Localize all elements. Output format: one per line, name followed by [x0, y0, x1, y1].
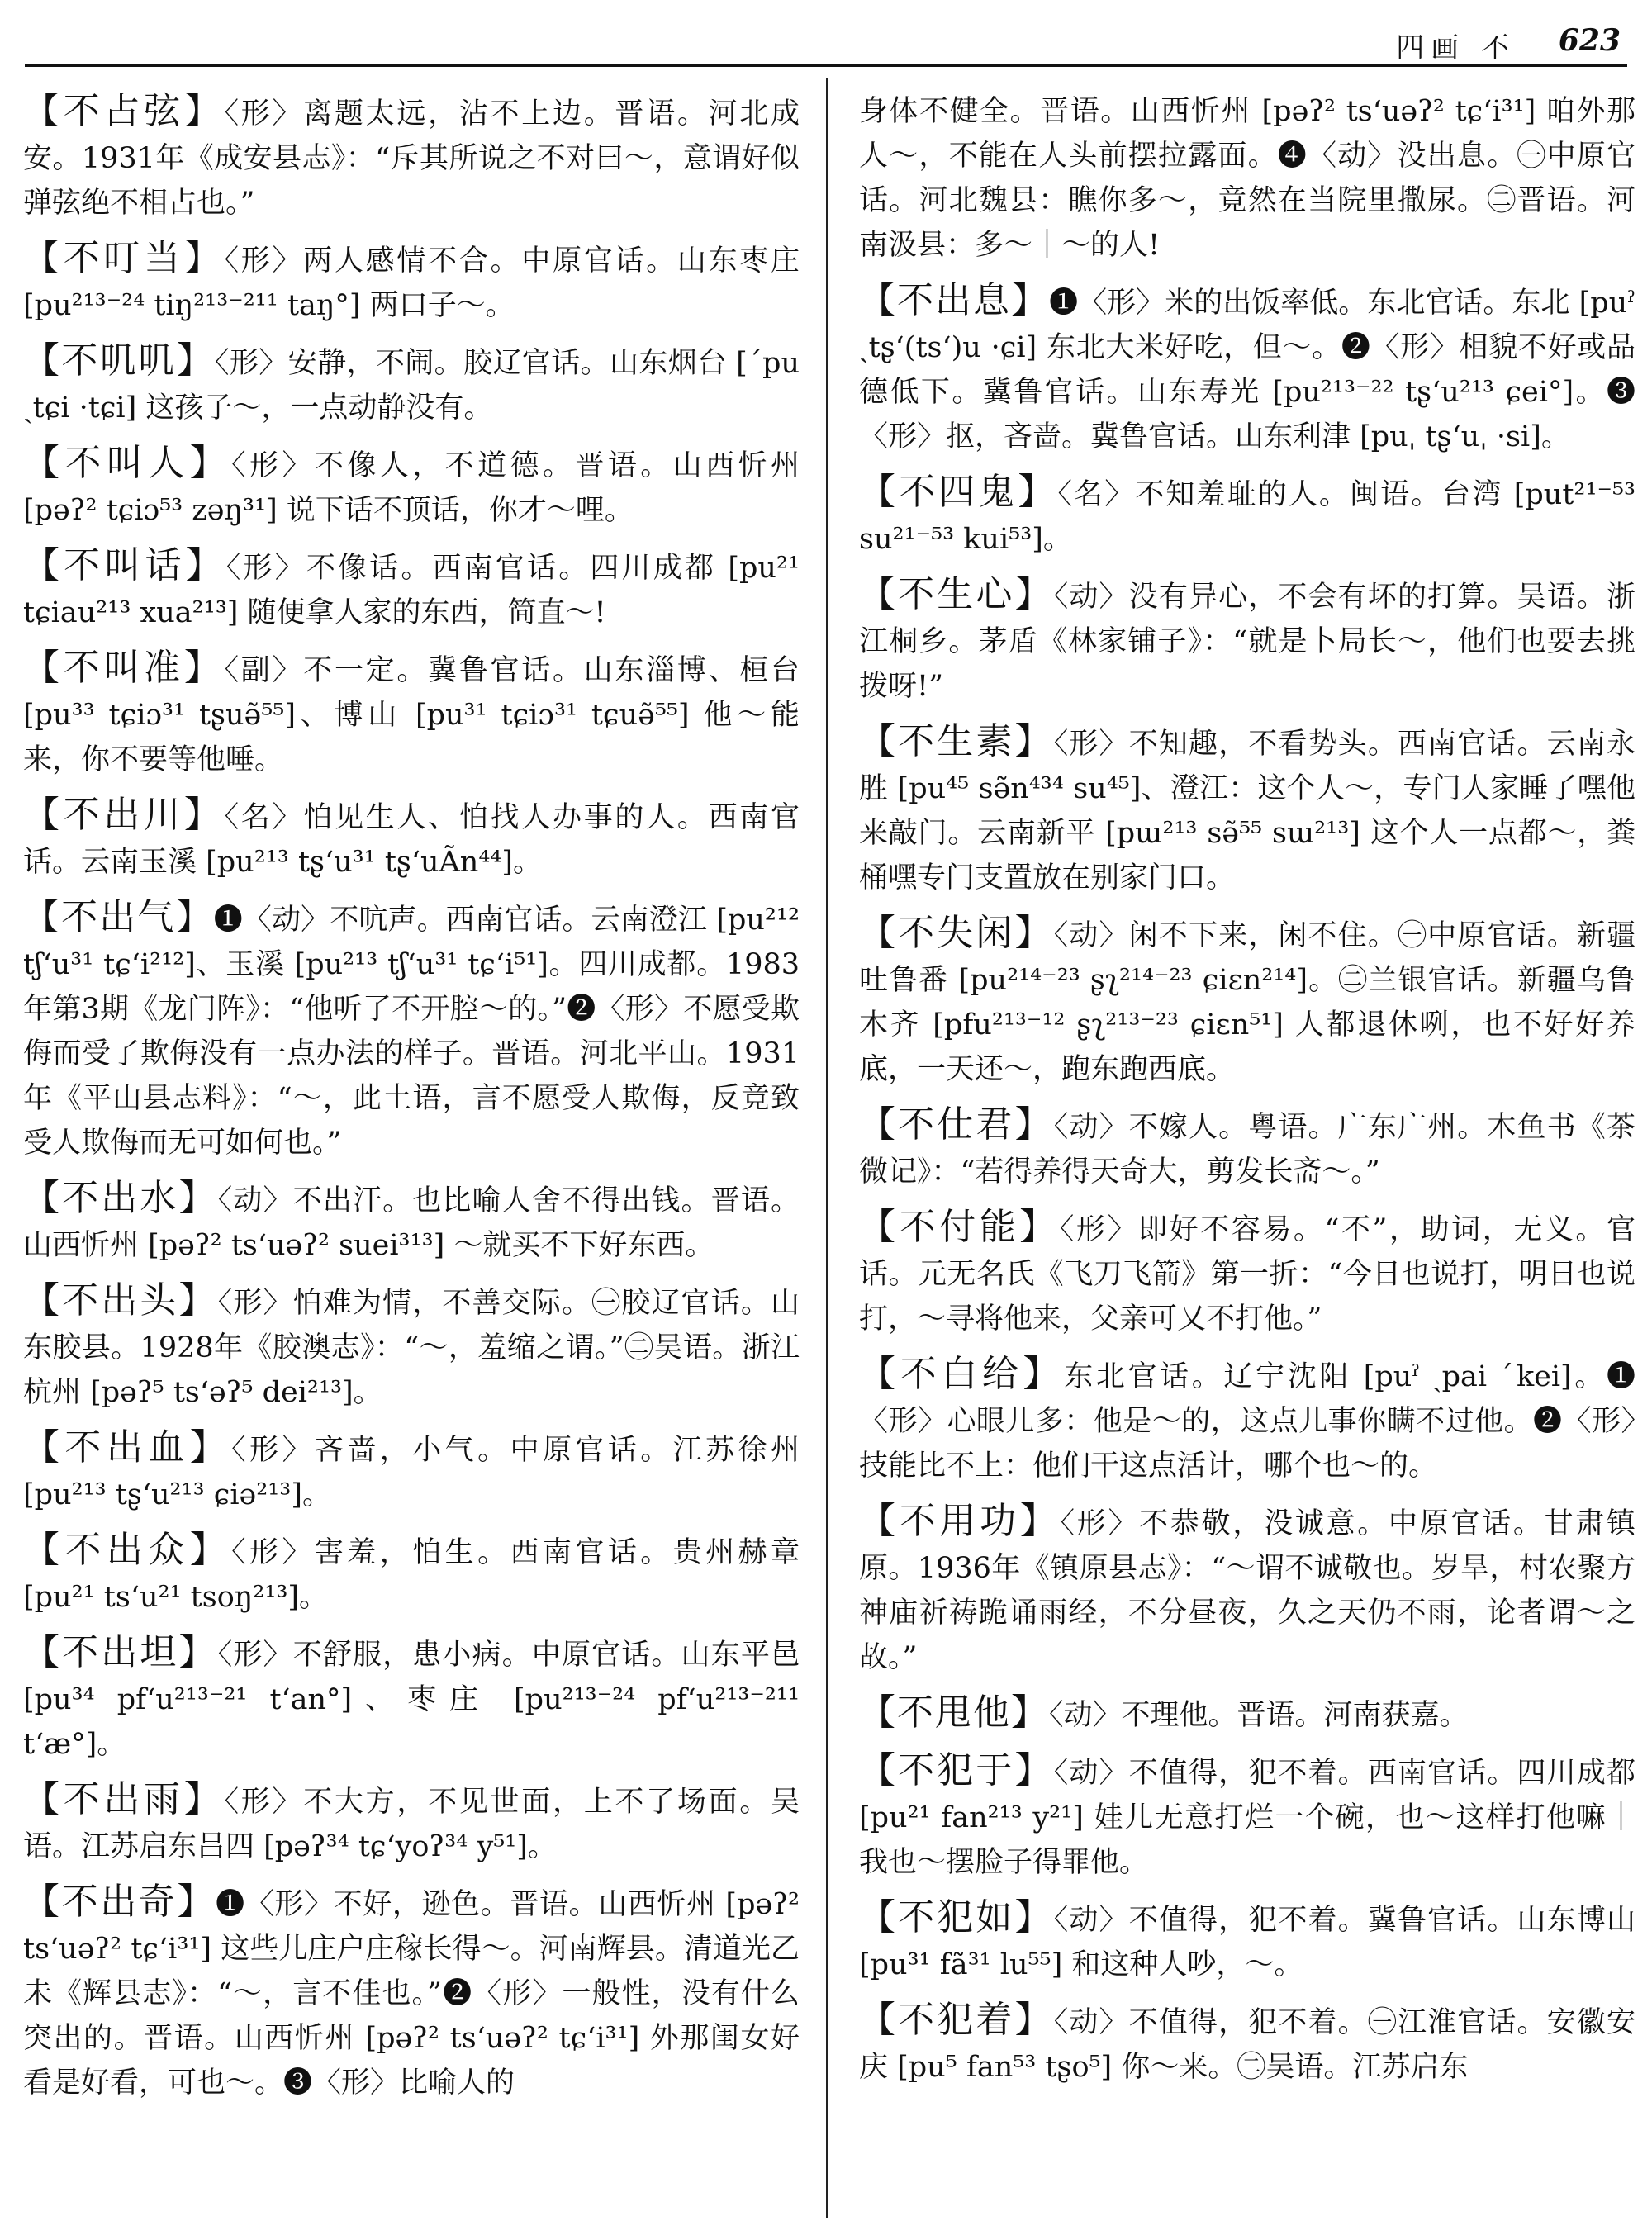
dictionary-entry	[23, 1528, 800, 1620]
entry-headword: 【不出坦】	[23, 1631, 218, 1673]
column-divider	[826, 78, 828, 2218]
entry-definition: 〈动〉不出汗。也比喻人舍不得出钱。晋语。山西忻州 [pəʔ² tsʻuəʔ² suei³¹³] ～就买不下好东西。	[23, 1184, 800, 1262]
entry-headword: 【不仕君】	[859, 1103, 1054, 1146]
entry-definition: ❶〈动〉不吭声。西南官话。云南澄江 [pu²¹² tʃʻu³¹ tɕʻi²¹²]、玉溪 [pu²¹³ tʃʻu³¹ tɕʻi⁵¹]。四川成都。1983年第3期《龙门阵》：“他听了不开腔～的。”❷〈形〉不愿受欺侮而受了欺侮没有一点办法的样子。晋语。河北平山。1931年《平山县志料》：“～，此土语，言不愿受人欺侮，反竟致受人欺侮而无可如何也。”	[23, 904, 800, 1160]
entry-headword: 【不甩他】	[859, 1691, 1049, 1734]
entry-definition: 东北官话。辽宁沈阳 [puˀ ˏpai ˊkei]。❶〈形〉心眼儿多：他是～的，这点儿事你瞒不过他。❷〈形〉技能比不上：他们干这点活计，哪个也～的。	[859, 1360, 1635, 1483]
entry-definition: 〈动〉不嫁人。粤语。广东广州。木鱼书《茶微记》：“若得养得天奇大，剪发长斋～。”	[859, 1111, 1635, 1189]
entry-definition: 〈名〉怕见生人、怕找人办事的人。西南官话。云南玉溪 [pu²¹³ tʂʻu³¹ tʂʻuÃn⁴⁴]。	[23, 801, 800, 879]
section-label: 四画 不	[1396, 31, 1516, 64]
dictionary-entry	[859, 1499, 1635, 1680]
dictionary-entry	[23, 89, 800, 225]
dictionary-entry	[23, 793, 800, 885]
entry-headword: 【不失闲】	[859, 912, 1054, 954]
dictionary-entry	[23, 1426, 800, 1517]
right-column	[859, 89, 1635, 2100]
entry-definition: ❶〈形〉不好，逊色。晋语。山西忻州 [pəʔ² tsʻuəʔ² tɕʻi³¹] 这些儿庄户庄稼长得～。河南辉县。清道光乙未《辉县志》：“～，言不佳也。”❷〈形〉一般性，没有什么突出的。晋语。山西忻州 [pəʔ² tsʻuəʔ² tɕʻi³¹] 外那闺女好看是好看，可也～。❸〈形〉比喻人的	[23, 1888, 800, 2100]
dictionary-entry	[23, 895, 800, 1165]
dictionary-entry	[23, 1880, 800, 2105]
entry-definition: 〈动〉没有异心，不会有坏的打算。吴语。浙江桐乡。茅盾《林家铺子》：“就是卜局长～，他们也要去挑拨呀!”	[859, 581, 1635, 703]
page-header	[25, 15, 1627, 67]
entry-definition: 〈动〉不值得，犯不着。㊀江淮官话。安徽安庆 [pu⁵ fan⁵³ tʂo⁵] 你～来。㊁吴语。江苏启东	[859, 2006, 1635, 2084]
entry-definition: 〈形〉即好不容易。“不”，助词，无义。官话。元无名氏《飞刀飞箭》第一折：“今日也说打，明日也说打，～寻将他来，父亲可又不打他。”	[859, 1213, 1635, 1336]
entry-definition: 〈形〉不大方，不见世面，上不了场面。吴语。江苏启东吕四 [pəʔ³⁴ tɕʻyoʔ³⁴ y⁵¹]。	[23, 1786, 800, 1863]
dictionary-entry	[859, 572, 1635, 709]
entry-definition: 〈形〉不舒服，患小病。中原官话。山东平邑 [pu³⁴ pfʻu²¹³⁻²¹ tʻan°]、枣庄 [pu²¹³⁻²⁴ pfʻu²¹³⁻²¹¹ tʻæ°]。	[23, 1639, 800, 1761]
entry-definition: 〈动〉不值得，犯不着。西南官话。四川成都 [pu²¹ fan²¹³ y²¹] 娃儿无意打烂一个碗，也～这样打他嘛｜我也～摆脸子得罪他。	[859, 1757, 1635, 1879]
dictionary-entry	[23, 543, 800, 635]
entry-headword: 【不白给】	[859, 1353, 1065, 1395]
dictionary-entry	[23, 339, 800, 430]
entry-definition: 〈形〉安静，不闹。胶辽官话。山东烟台 [ˊpu ˏtɕi ·tɕi] 这孩子～，一点动静没有。	[23, 347, 800, 425]
entry-headword: 【不叫话】	[23, 544, 226, 586]
dictionary-entry	[23, 1630, 800, 1767]
dictionary-entry	[859, 1998, 1635, 2090]
entry-definition: 〈动〉闲不下来，闲不住。㊀中原官话。新疆吐鲁番 [pu²¹⁴⁻²³ ʂʅ²¹⁴⁻²³ ɕiɛn²¹⁴]。㊁兰银官话。新疆乌鲁木齐 [pfu²¹³⁻¹² ʂʅ²¹³⁻²³ ɕiɛn⁵¹] 人都退休咧，也不好好养底，一天还～，跑东跑西底。	[859, 919, 1635, 1086]
dictionary-entry	[23, 1777, 800, 1869]
entry-headword: 【不出气】	[23, 896, 214, 938]
entry-headword: 【不出众】	[23, 1529, 232, 1571]
dictionary-entry	[859, 278, 1635, 459]
page-number: 623	[1558, 23, 1621, 58]
dictionary-entry	[859, 1352, 1635, 1488]
dictionary-entry	[859, 1103, 1635, 1194]
dictionary-entry	[859, 470, 1635, 562]
left-column	[23, 89, 800, 2116]
dictionary-entry	[859, 89, 1635, 268]
dictionary-entry	[859, 1896, 1635, 1987]
entry-headword: 【不出息】	[859, 279, 1050, 321]
dictionary-entry	[859, 719, 1635, 900]
entry-definition: 〈动〉不理他。晋语。河南获嘉。	[1049, 1699, 1469, 1732]
dictionary-entry	[23, 1176, 800, 1268]
entry-headword: 【不占弦】	[23, 90, 225, 132]
entry-headword: 【不出水】	[23, 1177, 218, 1219]
dictionary-entry	[23, 646, 800, 782]
entry-definition: 〈形〉不恭敬，没诚意。中原官话。甘肃镇原。1936年《镇原县志》：“～谓不诚敬也。岁旱，村农聚方神庙祈祷跪诵雨经，不分昼夜，久之天仍不雨，论者谓～之故。”	[859, 1507, 1635, 1674]
entry-definition: ❶〈形〉米的出饭率低。东北官话。东北 [puˀ ˏtʂʻ(tsʻ)u ·ɕi] 东北大米好吃，但～。❷〈形〉相貌不好或品德低下。冀鲁官话。山东寿光 [pu²¹³⁻²² tʂʻu²¹³ ɕei°]。❸〈形〉抠，吝啬。冀鲁官话。山东利津 [puˌ tʂʻuˌ ·si]。	[859, 287, 1636, 453]
entry-headword: 【不叫人】	[23, 442, 232, 484]
dictionary-entry	[23, 236, 800, 328]
dictionary-entry	[859, 1691, 1635, 1738]
entry-definition: 〈名〉不知羞耻的人。闽语。台湾 [put²¹⁻⁵³ su²¹⁻⁵³ kui⁵³]。	[859, 478, 1636, 556]
entry-headword: 【不叮当】	[23, 237, 225, 279]
entry-definition: 〈形〉离题太远，沾不上边。晋语。河北成安。1931年《成安县志》：“斥其所说之不对曰～，意谓好似弹弦绝不相占也。”	[23, 97, 800, 220]
dictionary-entry	[859, 1205, 1635, 1341]
entry-definition: 〈形〉吝啬，小气。中原官话。江苏徐州 [pu²¹³ tʂʻu²¹³ ɕiə²¹³]。	[23, 1434, 800, 1511]
entry-definition: 〈形〉怕难为情，不善交际。㊀胶辽官话。山东胶县。1928年《胶澳志》：“～，羞缩之谓。”㊁吴语。浙江杭州 [pəʔ⁵ tsʻəʔ⁵ dei²¹³]。	[23, 1287, 800, 1409]
entry-headword: 【不出雨】	[23, 1778, 225, 1820]
dictionary-entry	[859, 1748, 1635, 1885]
entry-definition: 〈动〉不值得，犯不着。冀鲁官话。山东博山 [pu³¹ fã³¹ lu⁵⁵] 和这种人吵，～。	[859, 1904, 1635, 1981]
entry-headword: 【不生心】	[859, 573, 1054, 615]
entry-headword: 【不犯于】	[859, 1749, 1054, 1791]
entry-definition: 〈形〉害羞，怕生。西南官话。贵州赫章 [pu²¹ tsʻu²¹ tsoŋ²¹³]。	[23, 1536, 800, 1614]
entry-headword: 【不犯如】	[859, 1896, 1054, 1938]
entry-headword: 【不用功】	[859, 1500, 1061, 1542]
entry-definition: 〈形〉不像话。西南官话。四川成都 [pu²¹ tɕiau²¹³ xua²¹³] 随便拿人家的东西，简直～!	[23, 552, 800, 629]
entry-definition: 〈形〉不知趣，不看势头。西南官话。云南永胜 [pu⁴⁵ sə̃n⁴³⁴ su⁴⁵]、澄江：这个人～，专门人家睡了嘿他来敲门。云南新平 [pɯ²¹³ sə̃⁵⁵ sɯ²¹³] 这个人一点都～，粪桶嘿专门支置放在别家门口。	[859, 728, 1635, 894]
entry-definition: 〈副〉不一定。冀鲁官话。山东淄博、桓台 [pu³³ tɕiɔ³¹ tʂuə̃⁵⁵]、博山 [pu³¹ tɕiɔ³¹ tɕuə̃⁵⁵] 他～能来，你不要等他唾。	[23, 654, 800, 776]
entry-headword: 【不出血】	[23, 1426, 232, 1468]
entry-headword: 【不叽叽】	[23, 339, 215, 382]
dictionary-entry	[859, 911, 1635, 1092]
entry-headword: 【不四鬼】	[859, 471, 1058, 513]
entry-headword: 【不付能】	[859, 1206, 1060, 1248]
entry-headword: 【不出头】	[23, 1279, 218, 1321]
entry-definition: 〈形〉不像人，不道德。晋语。山西忻州 [pəʔ² tɕiɔ⁵³ zəŋ³¹] 说下话不顶话，你才～哩。	[23, 449, 800, 527]
dictionary-entry	[23, 441, 800, 533]
entry-definition: 身体不健全。晋语。山西忻州 [pəʔ² tsʻuəʔ² tɕʻi³¹] 咱外那人～，不能在人头前摆拉露面。❹〈动〉没出息。㊀中原官话。河北魏县：瞧你多～，竟然在当院里撒尿。㊁晋语。河南汲县：多～｜～的人!	[859, 95, 1635, 262]
entry-headword: 【不出奇】	[23, 1881, 216, 1923]
dictionary-entry	[23, 1279, 800, 1415]
entry-headword: 【不叫准】	[23, 647, 225, 689]
entry-definition: 〈形〉两人感情不合。中原官话。山东枣庄 [pu²¹³⁻²⁴ tiŋ²¹³⁻²¹¹ taŋ°] 两口子～。	[23, 244, 800, 322]
entry-headword: 【不生素】	[859, 720, 1054, 762]
entry-headword: 【不出川】	[23, 794, 225, 836]
entry-headword: 【不犯着】	[859, 1999, 1054, 2041]
